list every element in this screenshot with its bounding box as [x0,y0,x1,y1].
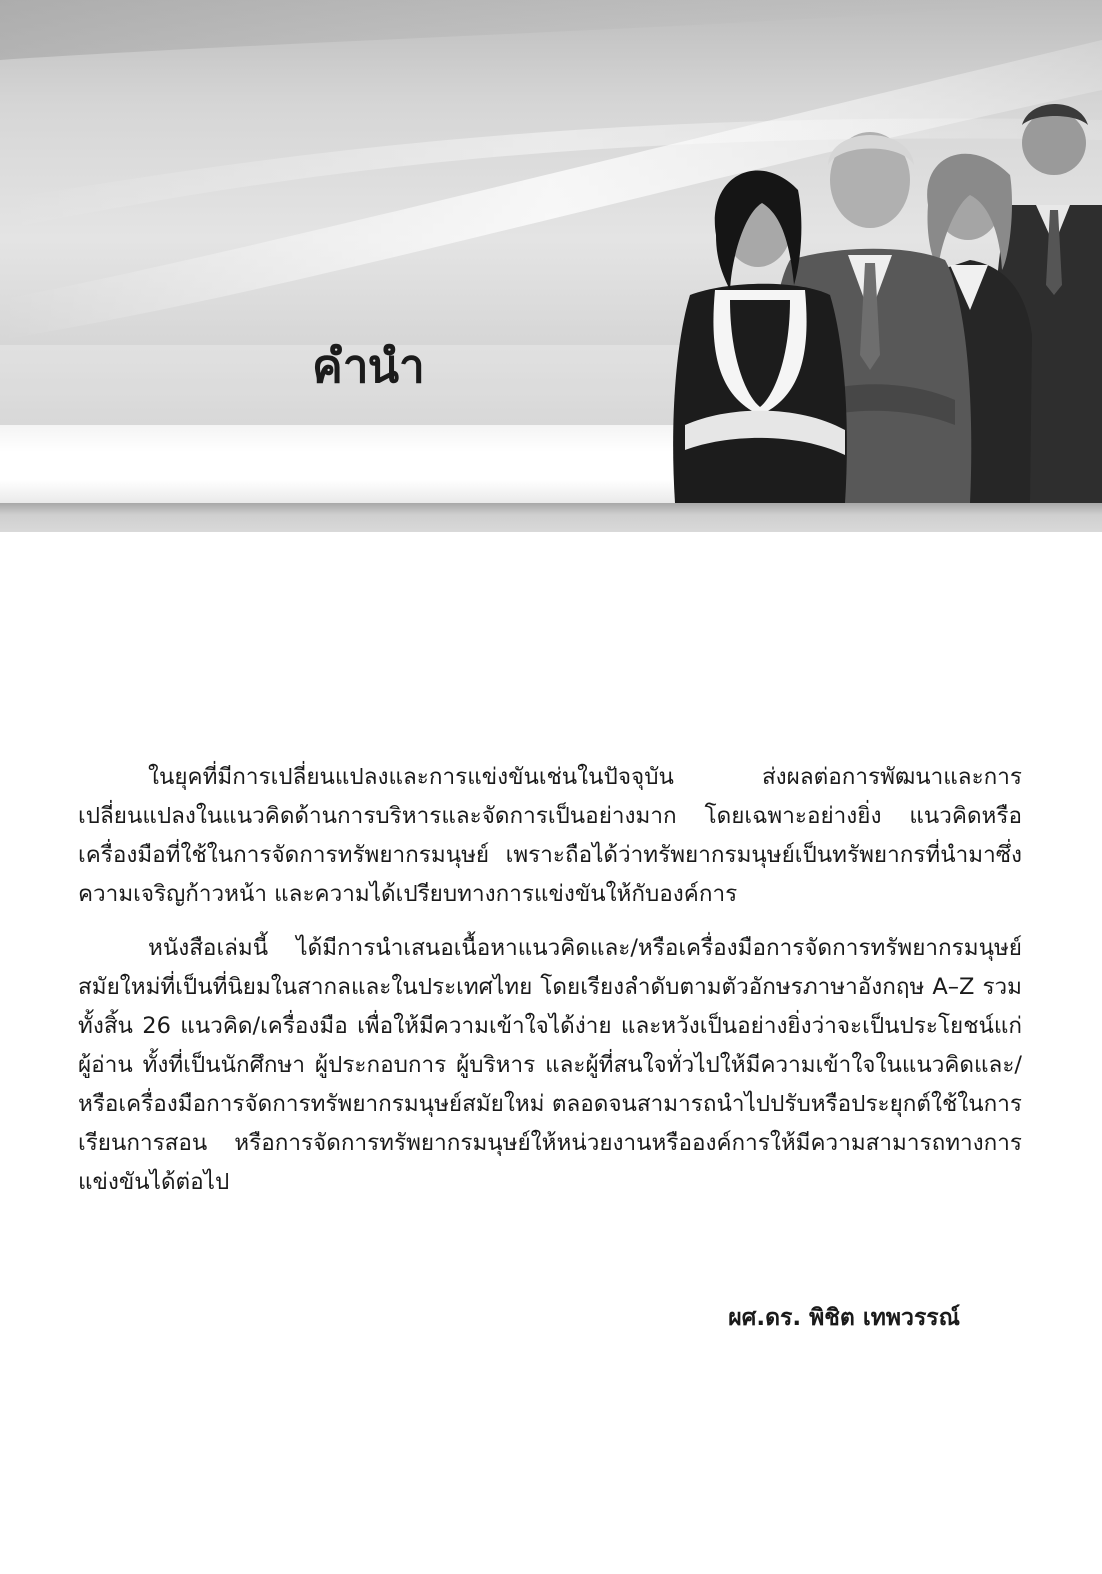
preface-paragraph-1: ในยุคที่มีการเปลี่ยนแปลงและการแข่งขันเช่นในปัจจุบัน ส่งผลต่อการพัฒนาและการเปลี่ยนแปลงในแนวคิดด้านการบริหารและจัดการเป็นอย่างมาก โดยเฉพาะอย่างยิ่ง แนวคิดหรือเครื่องมือที่ใช้ในการจัดการทรัพยากรมนุษย์ เพราะถือได้ว่าทรัพยากรมนุษย์เป็นทรัพยากรที่นำมาซึ่งความเจริญก้าวหน้า และความได้เปรียบทางการแข่งขันให้กับองค์การ [78,764,1022,907]
banner-bottom-strip [0,503,1102,532]
preface-paragraph-2: หนังสือเล่มนี้ ได้มีการนำเสนอเนื้อหาแนวคิดและ/หรือเครื่องมือการจัดการทรัพยากรมนุษย์สมัยใหม่ที่เป็นที่นิยมในสากลและในประเทศไทย โดยเรียงลำดับตามตัวอักษรภาษาอังกฤษ A–Z รวมทั้งสิ้น 26 แนวคิด/เครื่องมือ เพื่อให้มีความเข้าใจได้ง่าย และหวังเป็นอย่างยิ่งว่าจะเป็นประโยชน์แก่ผู้อ่าน ทั้งที่เป็นนักศึกษา ผู้ประกอบการ ผู้บริหาร และผู้ที่สนใจทั่วไปให้มีความเข้าใจในแนวคิดและ/หรือเครื่องมือการจัดการทรัพยากรมนุษย์สมัยใหม่ ตลอดจนสามารถนำไปปรับหรือประยุกต์ใช้ในการเรียนการสอน หรือการจัดการทรัพยากรมนุษย์ให้หน่วยงานหรือองค์การให้มีความสามารถทางการแข่งขันได้ต่อไป [78,935,1022,1195]
business-team-photo-icon [670,95,1102,503]
author-signature: ผศ.ดร. พิชิต เทพวรรณ์ [728,1305,960,1331]
page-title: คำนำ [312,339,424,393]
header-banner [0,0,1102,532]
preface-body [78,758,1022,1217]
